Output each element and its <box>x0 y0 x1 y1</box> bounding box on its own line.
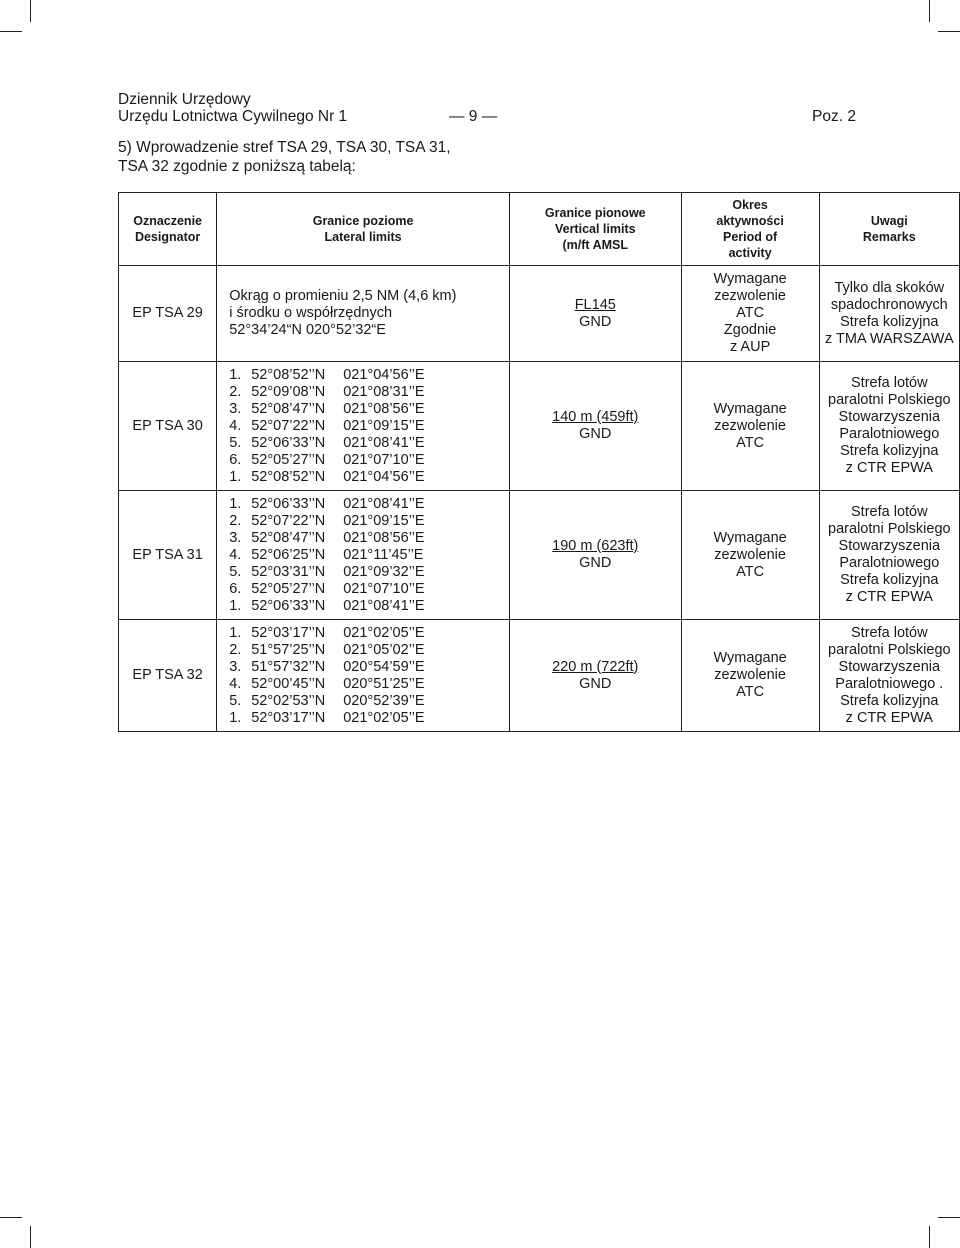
header-period: Okres aktywności Period of activity <box>681 193 819 266</box>
table-row <box>119 620 960 732</box>
lateral-limits-cell <box>217 491 510 620</box>
vertical-limits-cell: 140 m (459ft) GND <box>509 362 681 491</box>
coordinate-point: 3. 51°57’32’’N 020°54’59’’E <box>229 658 425 675</box>
designator-cell: EP TSA 29 <box>119 266 217 362</box>
intro-line-1: 5) Wprowadzenie stref TSA 29, TSA 30, TSA 31, <box>118 139 451 156</box>
header-remarks: Uwagi Remarks <box>819 193 959 266</box>
coordinate-point: 1. 52°08’52’’N 021°04’56’’E <box>229 468 425 485</box>
lateral-limits-cell <box>217 362 510 491</box>
header-lateral: Granice poziome Lateral limits <box>217 193 510 266</box>
crop-mark <box>0 31 22 32</box>
coordinate-point: 1. 52°08’52’’N 021°04’56’’E <box>229 366 425 383</box>
coordinate-point: 1. 52°03’17’’N 021°02’05’’E <box>229 709 425 726</box>
intro-paragraph <box>118 138 451 176</box>
header-designator: Oznaczenie Designator <box>119 193 217 266</box>
crop-mark <box>30 0 31 22</box>
coordinate-point: 5. 52°02’53’’N 020°52’39’’E <box>229 692 425 709</box>
crop-mark <box>929 1226 930 1248</box>
crop-mark <box>30 1226 31 1248</box>
period-cell: Wymagane zezwolenie ATC <box>681 362 819 491</box>
vertical-limits-cell: FL145 GND <box>509 266 681 362</box>
coordinate-point: 1. 52°03’17’’N 021°02’05’’E <box>229 624 425 641</box>
coordinate-point: 4. 52°06’25’’N 021°11’45’’E <box>229 546 424 563</box>
lateral-limits-cell <box>217 620 510 732</box>
intro-line-2: TSA 32 zgodnie z poniższą tabelą: <box>118 158 356 175</box>
designator-cell: EP TSA 31 <box>119 491 217 620</box>
coordinate-point: 6. 52°05’27’’N 021°07’10’’E <box>229 580 425 597</box>
coordinate-point: 2. 51°57’25’’N 021°05’02’’E <box>229 641 425 658</box>
period-cell: Wymagane zezwolenie ATC <box>681 491 819 620</box>
page-number: — 9 — <box>449 108 498 125</box>
journal-title <box>118 91 347 125</box>
remarks-cell: Strefa lotów paralotni Polskiego Stowarzyszenia Paralotniowego Strefa kolizyjna z CTR EPWA <box>819 362 959 491</box>
coordinate-point: 1. 52°06’33’’N 021°08’41’’E <box>229 495 425 512</box>
vertical-limits-cell: 220 m (722ft) GND <box>509 620 681 732</box>
remarks-cell: Tylko dla skoków spadochronowych Strefa kolizyjna z TMA WARSZAWA <box>819 266 959 362</box>
coordinate-point: 6. 52°05’27’’N 021°07’10’’E <box>229 451 425 468</box>
coordinate-point: 5. 52°06’33’’N 021°08’41’’E <box>229 434 425 451</box>
tsa-table <box>118 192 960 732</box>
table-row <box>119 266 960 362</box>
coordinate-point: 3. 52°08’47’’N 021°08’56’’E <box>229 529 425 546</box>
journal-line-1: Dziennik Urzędowy <box>118 91 251 108</box>
coordinate-point: 5. 52°03’31’’N 021°09’32’’E <box>229 563 425 580</box>
coordinate-point: 4. 52°00’45’’N 020°51’25’’E <box>229 675 425 692</box>
header-vertical: Granice pionowe Vertical limits (m/ft AMSL <box>509 193 681 266</box>
table-row <box>119 491 960 620</box>
designator-cell: EP TSA 32 <box>119 620 217 732</box>
period-cell: Wymagane zezwolenie ATC Zgodnie z AUP <box>681 266 819 362</box>
journal-line-2: Urzędu Lotnictwa Cywilnego Nr 1 <box>118 108 348 125</box>
table-row <box>119 362 960 491</box>
crop-mark <box>938 1217 960 1218</box>
coordinate-point: 1. 52°06’33’’N 021°08’41’’E <box>229 597 425 614</box>
lateral-limits-cell: Okrąg o promieniu 2,5 NM (4,6 km) i środku o współrzędnych 52°34’24“N 020°52’32“E <box>217 266 510 362</box>
vertical-limits-cell: 190 m (623ft) GND <box>509 491 681 620</box>
table-header-row <box>119 193 960 266</box>
coordinate-point: 3. 52°08’47’’N 021°08’56’’E <box>229 400 425 417</box>
remarks-cell: Strefa lotów paralotni Polskiego Stowarzyszenia Paralotniowego . Strefa kolizyjna z CTR EPWA <box>819 620 959 732</box>
crop-mark <box>938 31 960 32</box>
coordinate-point: 4. 52°07’22’’N 021°09’15’’E <box>229 417 425 434</box>
coordinate-point: 2. 52°07’22’’N 021°09’15’’E <box>229 512 425 529</box>
crop-mark <box>929 0 930 22</box>
coordinate-point: 2. 52°09’08’’N 021°08’31’’E <box>229 383 425 400</box>
crop-mark <box>0 1217 22 1218</box>
designator-cell: EP TSA 30 <box>119 362 217 491</box>
remarks-cell: Strefa lotów paralotni Polskiego Stowarzyszenia Paralotniowego Strefa kolizyjna z CTR EPWA <box>819 491 959 620</box>
period-cell: Wymagane zezwolenie ATC <box>681 620 819 732</box>
position-number: Poz. 2 <box>812 108 856 125</box>
